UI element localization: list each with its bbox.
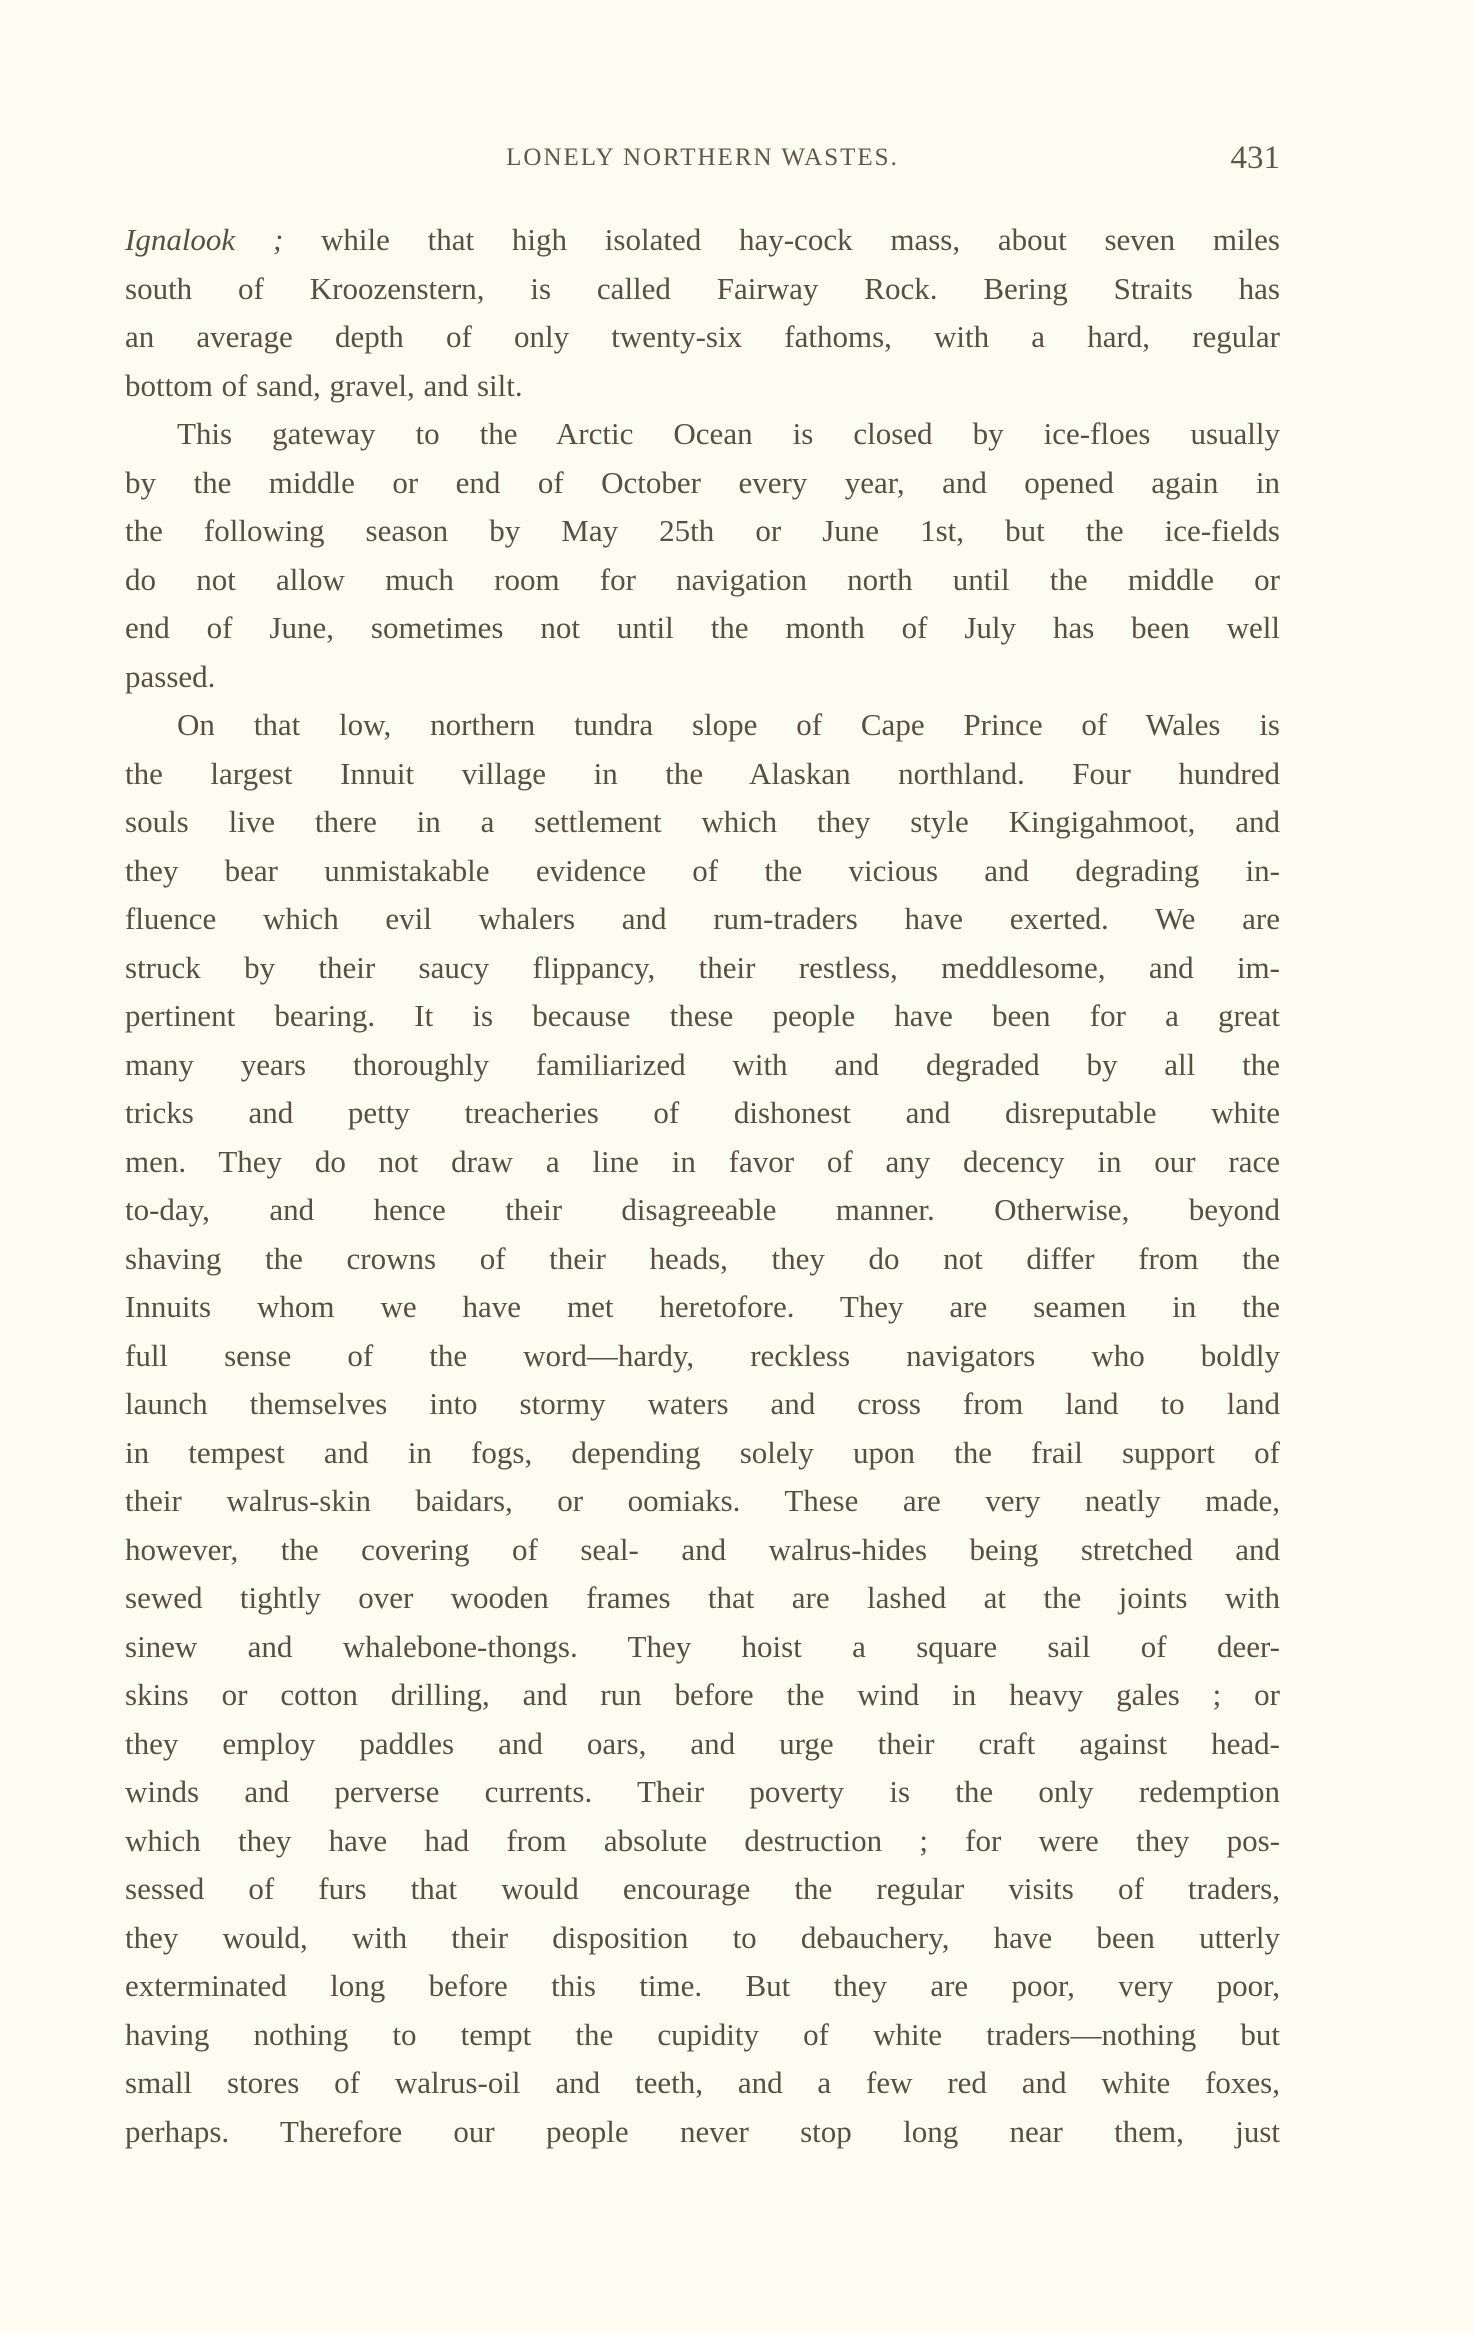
line-text: full sense of the word—hardy, reckless navigators who boldly [125,1337,1280,1373]
text-line [125,895,1280,944]
line-text: they bear unmistakable evidence of the vicious and degrading in- [125,852,1280,888]
text-line [125,265,1280,314]
text-line [125,313,1280,362]
text-line [125,798,1280,847]
line-text: while that high isolated hay-cock mass, about seven miles [283,222,1280,257]
line-text: they would, with their disposition to debauchery, have been utterly [125,1919,1280,1955]
running-title: LONELY NORTHERN WASTES. [506,144,899,171]
line-text: many years thoroughly familiarized with and degraded by all the [125,1046,1280,1082]
text-line [125,556,1280,605]
line-text: sessed of furs that would encourage the regular visits of traders, [125,1871,1280,1906]
text-line [125,1720,1280,1769]
text-line [125,1526,1280,1575]
text-line [125,1477,1280,1526]
line-text: This gateway to the Arctic Ocean is closed by ice-floes usually [177,416,1280,451]
text-line [125,507,1280,556]
text-line [125,1138,1280,1187]
body-text [125,216,1280,2156]
line-text: bottom of sand, gravel, and silt. [125,367,523,403]
line-text: launch themselves into stormy waters and cross from land to land [125,1386,1280,1421]
text-line [125,1235,1280,1284]
line-text: skins or cotton drilling, and run before the wind in heavy gales ; or [125,1677,1280,1712]
page-number: 431 [1230,140,1280,176]
line-text: tricks and petty treacheries of dishonest and disreputable white [125,1095,1280,1130]
text-line [125,653,1280,702]
running-head [125,134,1280,182]
text-line [125,1283,1280,1332]
text-line [125,2011,1280,2060]
line-text: sinew and whalebone-thongs. They hoist a square sail of deer- [125,1628,1280,1664]
line-text: pertinent bearing. It is because these people have been for a great [125,998,1280,1033]
line-text: to-day, and hence their disagreeable manner. Otherwise, beyond [125,1192,1280,1227]
text-line [125,1332,1280,1381]
line-text: the largest Innuit village in the Alaskan northland. Four hundred [125,755,1280,791]
line-text: fluence which evil whalers and rum-traders have exerted. We are [125,901,1280,936]
line-text: winds and perverse currents. Their poverty is the only redemption [125,1774,1280,1809]
line-text: end of June, sometimes not until the month of July has been well [125,610,1280,645]
text-line [125,1089,1280,1138]
text-line [125,1914,1280,1963]
line-text: On that low, northern tundra slope of Cape Prince of Wales is [177,707,1280,742]
text-line [125,1574,1280,1623]
line-text: south of Kroozenstern, is called Fairway Rock. Bering Straits has [125,270,1280,306]
text-line [125,701,1280,750]
line-text: passed. [125,658,216,694]
text-line [125,1623,1280,1672]
line-text: they employ paddles and oars, and urge their craft against head- [125,1725,1280,1761]
text-line [125,1817,1280,1866]
text-line [125,2108,1280,2157]
line-text: sewed tightly over wooden frames that are lashed at the joints with [125,1580,1280,1615]
line-text: their walrus-skin baidars, or oomiaks. These are very neatly made, [125,1483,1280,1518]
text-line [125,1671,1280,1720]
text-line [125,1429,1280,1478]
text-line [125,1380,1280,1429]
line-text: souls live there in a settlement which they style Kingigahmoot, and [125,804,1280,839]
line-text: having nothing to tempt the cupidity of white traders—nothing but [125,2016,1280,2052]
text-line [125,2059,1280,2108]
line-text: shaving the crowns of their heads, they do not differ from the [125,1240,1280,1276]
line-text: do not allow much room for navigation north until the middle or [125,561,1280,597]
line-text: an average depth of only twenty-six fathoms, with a hard, regular [125,319,1280,354]
text-line [125,362,1280,411]
italic-place-name: Ignalook ; [125,222,284,257]
text-line [125,459,1280,508]
line-text: in tempest and in fogs, depending solely upon the frail support of [125,1434,1280,1470]
line-text: exterminated long before this time. But they are poor, very poor, [125,1968,1280,2003]
line-text: small stores of walrus-oil and teeth, and a few red and white foxes, [125,2065,1280,2100]
text-line [125,1186,1280,1235]
text-line [125,1041,1280,1090]
line-text: Innuits whom we have met heretofore. They are seamen in the [125,1289,1280,1324]
line-text: which they have had from absolute destruction ; for were they pos- [125,1822,1280,1858]
text-line [125,847,1280,896]
text-line [125,944,1280,993]
text-line [125,750,1280,799]
line-text: by the middle or end of October every year, and opened again in [125,464,1280,500]
text-line [125,992,1280,1041]
line-text: struck by their saucy flippancy, their restless, meddlesome, and im- [125,949,1280,985]
text-line [125,410,1280,459]
text-line [125,216,1280,265]
text-line [125,1865,1280,1914]
text-line [125,604,1280,653]
text-line [125,1768,1280,1817]
line-text: the following season by May 25th or June 1st, but the ice-fields [125,513,1280,548]
text-line [125,1962,1280,2011]
line-text: however, the covering of seal- and walrus-hides being stretched and [125,1531,1280,1567]
line-text: perhaps. Therefore our people never stop long near them, just [125,2113,1280,2149]
line-text: men. They do not draw a line in favor of any decency in our race [125,1143,1280,1179]
